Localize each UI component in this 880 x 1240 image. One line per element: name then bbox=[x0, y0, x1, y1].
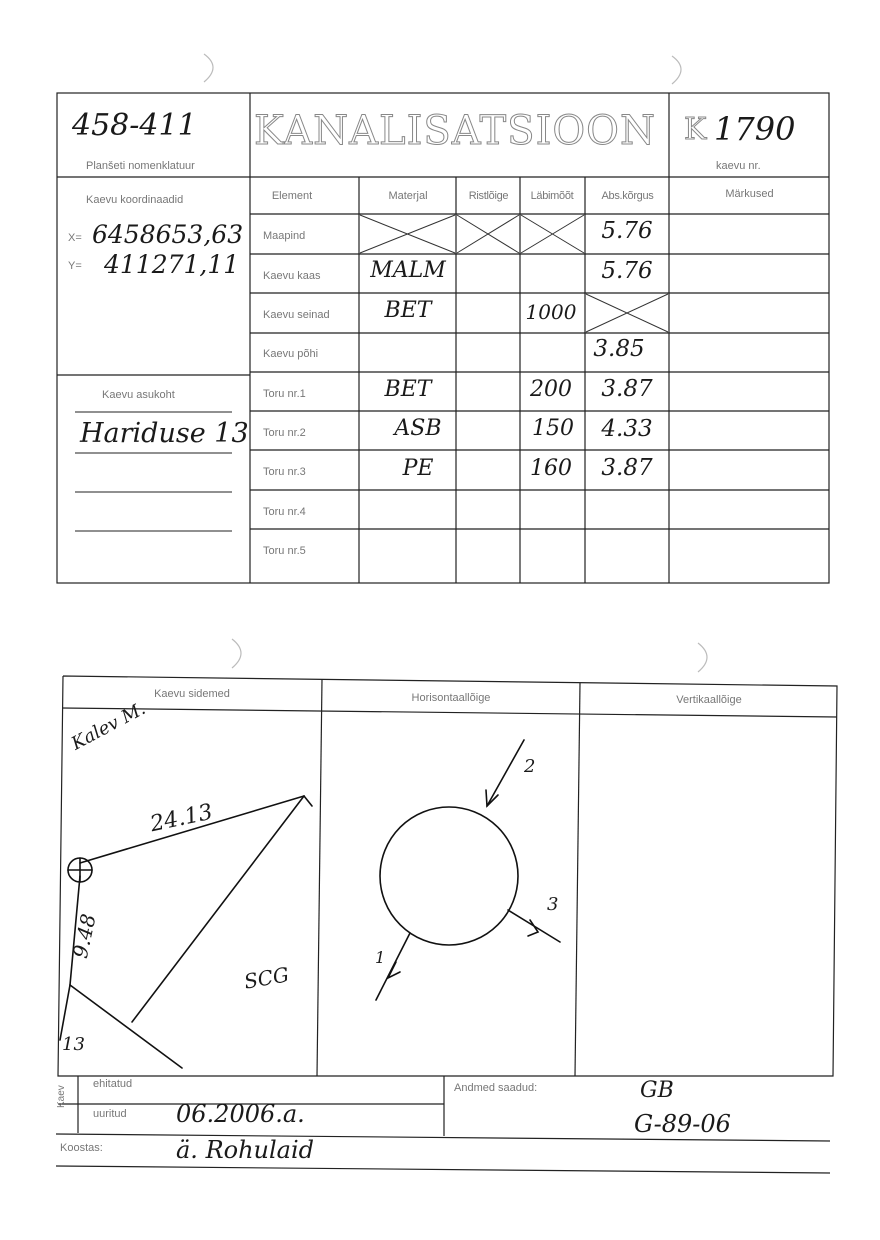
location-label: Kaevu asukoht bbox=[102, 389, 175, 401]
row-height: 5.76 bbox=[601, 258, 653, 284]
col-header-element: Element bbox=[271, 190, 313, 202]
location-value: Hariduse 13 bbox=[80, 418, 249, 449]
sketch-label-scg: SCG bbox=[242, 962, 291, 994]
footer-surveyed-label: uuritud bbox=[93, 1108, 127, 1120]
y-value: 411271,11 bbox=[104, 250, 240, 279]
footer-built-label: ehitatud bbox=[93, 1078, 133, 1090]
x-label: X= bbox=[68, 232, 82, 244]
row-height: 3.87 bbox=[601, 455, 653, 481]
sketch-distance-1: 24.13 bbox=[148, 799, 215, 838]
row-diameter: 160 bbox=[530, 456, 572, 481]
nomenclature-value: 458-411 bbox=[72, 108, 197, 143]
row-material: MALM bbox=[370, 258, 446, 283]
row-height: 3.85 bbox=[593, 336, 645, 362]
footer-surveyed-value: 06.2006.a. bbox=[176, 1100, 305, 1128]
footer-data-from-label: Andmed saadud: bbox=[454, 1082, 538, 1094]
footer-compiled-label: Koostas: bbox=[60, 1142, 103, 1154]
well-number: 1790 bbox=[714, 110, 796, 148]
row-element: Toru nr.5 bbox=[263, 545, 306, 557]
row-material: BET bbox=[384, 298, 432, 323]
row-diameter: 150 bbox=[532, 416, 574, 441]
footer-data-from-value-1: GB bbox=[640, 1078, 674, 1103]
col-header-material: Materjal bbox=[388, 190, 428, 202]
col-header-diameter: Läbimõõt bbox=[530, 190, 574, 202]
well-number-label: kaevu nr. bbox=[716, 160, 761, 172]
row-element: Kaevu kaas bbox=[263, 270, 321, 282]
row-material: BET bbox=[384, 377, 432, 402]
header-horizontal-section: Horisontaallõige bbox=[411, 692, 491, 704]
header-vertical-section: Vertikaallõige bbox=[676, 694, 742, 706]
pipe-label-2: 2 bbox=[524, 756, 536, 777]
row-height: 4.33 bbox=[601, 416, 653, 442]
footer-side-label: Kaev bbox=[56, 1085, 67, 1108]
row-height: 5.76 bbox=[601, 218, 653, 244]
row-diameter: 1000 bbox=[525, 300, 577, 324]
pipe-label-1: 1 bbox=[375, 948, 386, 967]
row-diameter: 200 bbox=[530, 377, 572, 402]
x-value: 6458653,63 bbox=[92, 220, 244, 249]
col-header-abs-height: Abs.kõrgus bbox=[601, 190, 654, 202]
col-header-cross-section: Ristlõige bbox=[468, 190, 509, 202]
row-element: Toru nr.4 bbox=[263, 506, 306, 518]
sketch-label-13: 13 bbox=[62, 1034, 85, 1055]
row-element: Toru nr.3 bbox=[263, 466, 306, 478]
sketch-street-label: Kalev M. bbox=[68, 698, 150, 755]
row-element: Toru nr.1 bbox=[263, 388, 306, 400]
header-well-connections: Kaevu sidemed bbox=[154, 688, 230, 700]
nomenclature-label: Planšeti nomenklatuur bbox=[86, 160, 195, 172]
row-element: Kaevu seinad bbox=[263, 309, 330, 321]
coordinates-label: Kaevu koordinaadid bbox=[86, 194, 184, 206]
row-height: 3.87 bbox=[601, 376, 653, 402]
col-header-remarks: Märkused bbox=[725, 188, 774, 200]
sketch-distance-2: 9.48 bbox=[67, 911, 101, 961]
y-label: Y= bbox=[68, 260, 82, 272]
footer-compiled-value: ä. Rohulaid bbox=[176, 1136, 315, 1164]
row-material: PE bbox=[402, 456, 434, 481]
pipe-label-3: 3 bbox=[547, 894, 559, 915]
row-element: Kaevu põhi bbox=[263, 348, 319, 360]
well-prefix: K bbox=[684, 112, 708, 147]
row-element: Maapind bbox=[263, 230, 306, 242]
footer-data-from-value-2: G-89-06 bbox=[634, 1110, 731, 1138]
row-material: ASB bbox=[394, 416, 442, 441]
form-title: KANALISATSIOON bbox=[254, 108, 656, 154]
row-element: Toru nr.2 bbox=[263, 427, 306, 439]
